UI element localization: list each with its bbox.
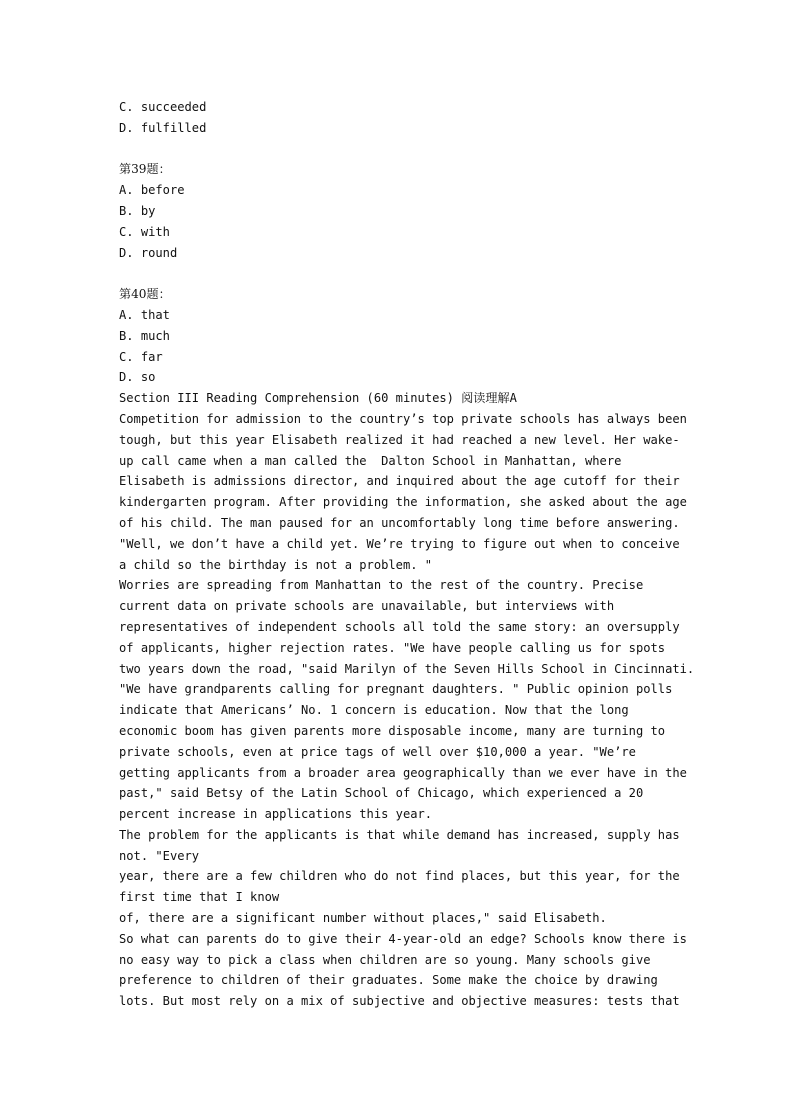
spacer <box>119 139 679 160</box>
option-a-q39: A. before <box>119 183 185 198</box>
passage-line: tough, but this year Elisabeth realized it had reached a new level. Her wake- <box>119 432 680 447</box>
passage-line: not. "Every <box>119 848 200 863</box>
passage-line: Competition for admission to the country’s top private schools has always been <box>119 411 687 426</box>
passage-line: of applicants, higher rejection rates. "We have people calling us for spots <box>119 640 666 655</box>
option-d-q38: D. fulfilled <box>119 120 207 135</box>
passage-line: preference to children of their graduates. Some make the choice by drawing <box>119 973 658 988</box>
option-c-q39: C. with <box>119 224 170 239</box>
option-d-q40: D. so <box>119 370 156 385</box>
passage-line: The problem for the applicants is that while demand has increased, supply has <box>119 827 680 842</box>
spacer <box>119 263 679 284</box>
passage-line: private schools, even at price tags of well over $10,000 a year. "We’re <box>119 744 636 759</box>
passage-line: year, there are a few children who do not find places, but this year, for the <box>119 869 680 884</box>
section-title: Section III Reading Comprehension (60 minutes) 阅读理解A <box>119 391 517 406</box>
option-b-q40: B. much <box>119 328 170 343</box>
passage-line: Elisabeth is admissions director, and inquired about the age cutoff for their <box>119 474 680 489</box>
passage-line: indicate that Americans’ No. 1 concern is education. Now that the long <box>119 703 629 718</box>
passage-line: no easy way to pick a class when children are so young. Many schools give <box>119 952 651 967</box>
reading-passage <box>119 409 695 1012</box>
passage-line: economic boom has given parents more disposable income, many are turning to <box>119 723 666 738</box>
passage-line: getting applicants from a broader area geographically than we ever have in the <box>119 765 687 780</box>
option-b-q39: B. by <box>119 203 156 218</box>
passage-line: So what can parents do to give their 4-year-old an edge? Schools know there is <box>119 931 687 946</box>
passage-line: of his child. The man paused for an uncomfortably long time before answering. <box>119 515 680 530</box>
passage-line: current data on private schools are unavailable, but interviews with <box>119 599 615 614</box>
passage-line: "Well, we don’t have a child yet. We’re trying to figure out when to conceive <box>119 536 680 551</box>
passage-line: first time that I know <box>119 890 280 905</box>
question-40-heading: 第40题： <box>119 287 171 302</box>
option-a-q40: A. that <box>119 307 170 322</box>
passage-line: lots. But most rely on a mix of subjective and objective measures: tests that <box>119 994 680 1009</box>
passage-line: percent increase in applications this year. <box>119 807 433 822</box>
option-d-q39: D. round <box>119 245 178 260</box>
passage-line: a child so the birthday is not a problem. " <box>119 557 433 572</box>
passage-line: past," said Betsy of the Latin School of Chicago, which experienced a 20 <box>119 786 644 801</box>
passage-line: Worries are spreading from Manhattan to the rest of the country. Precise <box>119 578 644 593</box>
passage-line: "We have grandparents calling for pregnant daughters. " Public opinion polls <box>119 682 673 697</box>
option-c-q38: C. succeeded <box>119 100 207 114</box>
passage-line: representatives of independent schools all told the same story: an oversupply <box>119 619 680 634</box>
passage-line: of, there are a significant number without places," said Elisabeth. <box>119 911 607 926</box>
passage-line: two years down the road, "said Marilyn of the Seven Hills School in Cincinnati. <box>119 661 695 676</box>
option-c-q40: C. far <box>119 349 163 364</box>
question-39-heading: 第39题： <box>119 162 171 177</box>
passage-line: up call came when a man called the Dalton School in Manhattan, where <box>119 453 622 468</box>
passage-line: kindergarten program. After providing the information, she asked about the age <box>119 495 687 510</box>
document-page <box>119 97 695 1012</box>
